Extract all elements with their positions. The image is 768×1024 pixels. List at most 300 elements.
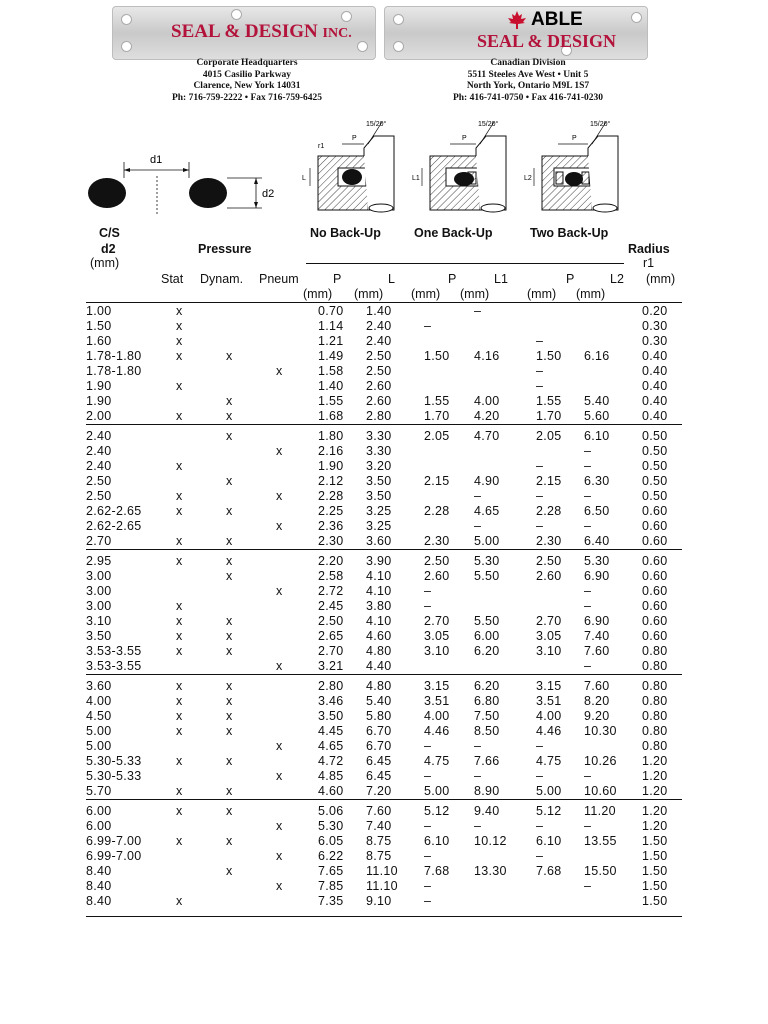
cell-dynam: x [218, 800, 268, 820]
cell-two-l2: 11.20 [584, 800, 642, 820]
cell-dynam [218, 739, 268, 754]
cell-pneum [268, 349, 318, 364]
cell-radius: 0.50 [642, 459, 668, 474]
cell-two-p [536, 444, 584, 459]
cell-dynam [218, 819, 268, 834]
table-row [86, 739, 682, 754]
dynam-header: Dynam. [200, 272, 244, 286]
svg-text:L: L [302, 175, 306, 182]
cell-cs: 2.62-2.65 [86, 519, 142, 534]
cell-one-p [424, 304, 474, 319]
cell-two-p: – [536, 364, 544, 379]
cell-one-l1: 4.65 [474, 504, 500, 519]
cell-two-p: 2.60 [536, 569, 562, 584]
cell-no-p: 0.70 [318, 304, 344, 319]
cell-stat: x [168, 800, 218, 820]
cell-two-l2 [584, 364, 642, 379]
cell-pneum: x [276, 849, 283, 864]
cell-two-p: – [536, 739, 544, 754]
cell-one-p: 4.00 [424, 709, 450, 724]
groove-no-backup-diagram [298, 116, 412, 216]
cell-dynam [218, 364, 268, 379]
p-mm-header: (mm) [303, 287, 333, 301]
cell-dynam: x [226, 864, 233, 879]
cell-radius: 0.40 [642, 409, 668, 424]
cell-one-p [424, 379, 474, 394]
cell-one-p: 2.28 [424, 504, 450, 519]
cell-pneum: x [276, 489, 283, 504]
cell-cs: 3.00 [86, 584, 112, 599]
cell-stat: x [176, 614, 183, 629]
cell-cs: 2.40 [86, 425, 168, 445]
cell-one-p: 1.70 [424, 409, 450, 424]
cell-no-p: 7.35 [318, 894, 344, 909]
cell-cs: 4.50 [86, 709, 112, 724]
cell-one-p: – [424, 819, 432, 834]
cell-radius: 0.60 [642, 599, 668, 614]
cell-stat: x [176, 724, 183, 739]
table-row [86, 724, 682, 739]
cell-one-l1 [474, 319, 536, 334]
table-row [86, 659, 682, 675]
l2-header: L2 [610, 272, 624, 286]
cell-pneum [268, 644, 318, 659]
cell-radius: 0.60 [642, 504, 668, 519]
cell-two-l2: – [584, 459, 592, 474]
cell-cs: 1.60 [86, 334, 112, 349]
cell-cs: 3.00 [86, 599, 112, 614]
cell-cs: 6.99-7.00 [86, 834, 142, 849]
cell-stat [168, 569, 218, 584]
cell-two-p: – [536, 519, 544, 534]
cell-no-p: 3.50 [318, 709, 344, 724]
cell-pneum [268, 379, 318, 394]
cell-dynam [218, 304, 268, 319]
cell-two-l2: 7.60 [584, 644, 610, 659]
cell-two-p: 2.28 [536, 504, 562, 519]
table-row [86, 504, 682, 519]
cell-one-l1: 6.20 [474, 644, 500, 659]
cell-two-l2: – [584, 444, 592, 459]
cell-cs: 2.00 [86, 409, 112, 424]
cell-no-p: 2.50 [318, 614, 344, 629]
cell-no-l: 2.60 [366, 394, 392, 409]
table-row [86, 349, 682, 364]
table-row [86, 459, 682, 474]
cell-two-l2: – [584, 659, 592, 674]
svg-text:15/20°: 15/20° [590, 121, 611, 128]
cell-no-p: 4.45 [318, 724, 344, 739]
cell-one-p: – [424, 894, 432, 909]
l1-mm-header: (mm) [460, 287, 490, 301]
cell-one-p: – [424, 599, 432, 614]
cell-stat: x [176, 319, 183, 334]
cell-one-l1: 13.30 [474, 864, 507, 879]
cell-no-p: 2.65 [318, 629, 344, 644]
cell-stat: x [176, 599, 183, 614]
cell-stat [168, 364, 218, 379]
cell-dynam [218, 334, 268, 349]
cell-two-p: 2.05 [536, 425, 584, 445]
cell-cs: 1.00 [86, 304, 112, 319]
cell-one-l1 [474, 364, 536, 379]
cell-radius: 0.60 [642, 519, 668, 534]
cell-dynam [218, 849, 268, 864]
cell-one-p [424, 444, 474, 459]
cell-no-p: 2.45 [318, 599, 344, 614]
cell-cs: 1.78-1.80 [86, 349, 142, 364]
cell-no-p: 5.06 [318, 800, 366, 820]
r1-mm-header: (mm) [646, 272, 676, 286]
p1-header: P [448, 272, 457, 286]
cell-radius: 0.50 [642, 474, 668, 489]
svg-text:15/20°: 15/20° [478, 121, 499, 128]
cell-one-p: 5.00 [424, 784, 450, 799]
cell-one-p: – [424, 849, 432, 864]
cell-pneum [268, 724, 318, 739]
cell-dynam [218, 319, 268, 334]
cell-no-l: 6.70 [366, 739, 392, 754]
cell-no-l: 7.20 [366, 784, 392, 799]
cell-pneum: x [276, 584, 283, 599]
cell-no-l: 5.80 [366, 709, 392, 724]
cell-no-p: 1.58 [318, 364, 344, 379]
cell-no-p: 1.68 [318, 409, 344, 424]
cell-one-l1: – [474, 819, 482, 834]
cell-radius: 0.50 [642, 489, 668, 504]
svg-text:P: P [352, 135, 357, 142]
cell-no-p: 7.85 [318, 879, 344, 894]
cell-no-l: 3.50 [366, 489, 392, 504]
cell-no-p: 2.28 [318, 489, 344, 504]
cell-radius: 0.60 [642, 584, 668, 599]
cell-cs: 2.70 [86, 534, 112, 549]
cell-stat: x [176, 784, 183, 799]
cell-radius: 0.20 [642, 304, 668, 319]
cell-cs: 3.53-3.55 [86, 659, 142, 674]
cell-two-p: 4.75 [536, 754, 562, 769]
canadian-address: Canadian Division 5511 Steeles Ave West • Unit 5 North York, Ontario M9L 1S7 Ph: 416-741-0750 • Fax 416-741-0230 [452, 58, 604, 103]
cell-cs: 1.90 [86, 379, 112, 394]
header-divider [306, 263, 624, 264]
cell-cs: 1.50 [86, 319, 112, 334]
cell-radius: 0.80 [642, 694, 668, 709]
cell-two-p: 3.51 [536, 694, 562, 709]
cell-one-p: 3.51 [424, 694, 450, 709]
oring-groove-table [86, 304, 682, 909]
cell-cs: 2.50 [86, 489, 112, 504]
cell-one-p: 2.70 [424, 614, 450, 629]
cell-two-l2: 6.40 [584, 534, 610, 549]
cell-stat: x [176, 534, 183, 549]
cell-two-l2: 6.50 [584, 504, 610, 519]
cell-radius: 1.20 [642, 784, 668, 799]
pneum-header: Pneum [259, 272, 299, 286]
cell-radius: 0.80 [642, 675, 682, 695]
cell-cs: 2.40 [86, 459, 112, 474]
cell-cs: 5.30-5.33 [86, 769, 142, 784]
cell-pneum: x [276, 519, 283, 534]
cell-cs: 3.10 [86, 614, 112, 629]
cell-stat: x [176, 334, 183, 349]
cell-stat: x [176, 409, 183, 424]
cell-two-l2: 8.20 [584, 694, 610, 709]
cell-no-l: 11.10 [366, 879, 398, 894]
table-row [86, 319, 682, 334]
cell-two-l2: 10.26 [584, 754, 617, 769]
cell-radius: 0.60 [642, 629, 668, 644]
cell-one-p: 7.68 [424, 864, 450, 879]
cell-one-p [424, 489, 474, 504]
svg-text:L1: L1 [412, 175, 420, 182]
cell-no-l: 3.25 [366, 504, 392, 519]
cell-one-l1: 6.80 [474, 694, 500, 709]
cell-no-p: 1.40 [318, 379, 344, 394]
cell-cs: 5.00 [86, 739, 112, 754]
cell-no-p: 2.16 [318, 444, 344, 459]
cell-two-l2: 15.50 [584, 864, 617, 879]
cell-dynam [218, 379, 268, 394]
cell-radius: 0.50 [642, 425, 682, 445]
cell-stat [168, 739, 218, 754]
cell-no-p: 2.80 [318, 675, 366, 695]
cell-cs: 5.00 [86, 724, 112, 739]
cell-one-l1: 10.12 [474, 834, 507, 849]
cs-header: C/S [99, 226, 120, 240]
cell-two-l2: 6.16 [584, 349, 610, 364]
cell-one-l1 [474, 599, 536, 614]
seal-design-logo: SEAL & DESIGN INC. [112, 6, 376, 60]
table-row [86, 334, 682, 349]
cell-two-p: – [536, 489, 544, 504]
cell-dynam [218, 444, 268, 459]
cell-stat [168, 849, 218, 864]
cell-no-p: 1.80 [318, 425, 366, 445]
table-row [86, 584, 682, 599]
cell-two-l2: – [584, 769, 592, 784]
cell-two-p [536, 879, 584, 894]
cell-no-l: 6.45 [366, 769, 392, 784]
cell-radius: 1.50 [642, 834, 668, 849]
cell-dynam: x [226, 784, 233, 799]
cell-no-l: 7.40 [366, 819, 392, 834]
cell-no-l: 5.40 [366, 694, 392, 709]
cell-one-p: 4.75 [424, 754, 450, 769]
cell-pneum [268, 834, 318, 849]
table-bottom-rule [86, 916, 682, 917]
cell-stat: x [176, 709, 183, 724]
table-row [86, 550, 682, 570]
table-top-rule [86, 302, 682, 303]
table-row [86, 894, 682, 909]
cell-pneum [268, 675, 318, 695]
cell-no-p: 1.90 [318, 459, 344, 474]
cell-no-l: 4.10 [366, 569, 392, 584]
stat-header: Stat [161, 272, 184, 286]
cell-two-p [536, 304, 584, 319]
cell-two-p: 3.05 [536, 629, 562, 644]
cell-dynam: x [226, 534, 233, 549]
cell-one-l1 [474, 894, 536, 909]
cell-two-p: 1.70 [536, 409, 562, 424]
cell-one-p: 4.46 [424, 724, 450, 739]
cell-pneum: x [276, 444, 283, 459]
cell-cs: 1.90 [86, 394, 112, 409]
cell-two-p: – [536, 819, 544, 834]
cell-no-p: 4.85 [318, 769, 344, 784]
cell-cs: 4.00 [86, 694, 112, 709]
cell-cs: 2.95 [86, 550, 168, 570]
cell-pneum [268, 409, 318, 425]
cell-two-l2: 5.40 [584, 394, 610, 409]
cell-one-l1 [474, 334, 536, 349]
cell-two-l2: 6.30 [584, 474, 610, 489]
cell-dynam: x [226, 629, 233, 644]
cell-no-p: 4.60 [318, 784, 344, 799]
cell-two-p: 1.55 [536, 394, 562, 409]
cell-dynam: x [226, 394, 233, 409]
svg-text:15/20°: 15/20° [366, 121, 387, 128]
r1-header: r1 [643, 256, 655, 270]
cell-no-l: 4.80 [366, 644, 392, 659]
table-row [86, 474, 682, 489]
cell-one-l1: 7.66 [474, 754, 500, 769]
cell-no-p: 2.70 [318, 644, 344, 659]
cell-radius: 0.30 [642, 319, 668, 334]
cell-cs: 3.00 [86, 569, 112, 584]
cell-stat: x [176, 694, 183, 709]
cell-no-l: 2.50 [366, 349, 392, 364]
cell-one-p [424, 459, 474, 474]
cell-one-l1 [474, 379, 536, 394]
cell-cs: 2.50 [86, 474, 112, 489]
cell-one-p [424, 334, 474, 349]
cell-radius: 0.40 [642, 394, 668, 409]
cell-two-p: 3.10 [536, 644, 562, 659]
cell-radius: 1.20 [642, 819, 668, 834]
cell-one-p: 6.10 [424, 834, 450, 849]
cell-no-p: 2.20 [318, 550, 366, 570]
p2-header: P [566, 272, 575, 286]
cell-two-l2: 5.30 [584, 550, 642, 570]
l-header: L [388, 272, 395, 286]
cell-pneum [268, 534, 318, 550]
cell-no-l: 3.25 [366, 519, 392, 534]
cell-pneum [268, 694, 318, 709]
cell-one-l1 [474, 659, 536, 675]
cell-no-l: 4.80 [366, 675, 424, 695]
cell-one-l1: 9.40 [474, 800, 536, 820]
cell-cs: 6.00 [86, 819, 112, 834]
cell-one-p: – [424, 584, 432, 599]
cell-no-l: 3.80 [366, 599, 392, 614]
cell-no-p: 3.21 [318, 659, 344, 674]
cell-stat: x [176, 504, 183, 519]
cell-no-l: 3.60 [366, 534, 392, 549]
cell-radius: 0.60 [642, 569, 668, 584]
table-row [86, 409, 682, 425]
cell-pneum [268, 504, 318, 519]
cell-cs: 2.40 [86, 444, 112, 459]
cell-one-l1: – [474, 304, 482, 319]
cell-two-l2: – [584, 489, 592, 504]
cell-pneum [268, 569, 318, 584]
table-row [86, 849, 682, 864]
cell-no-l: 1.40 [366, 304, 392, 319]
cell-one-p [424, 519, 474, 534]
cell-no-p: 6.22 [318, 849, 344, 864]
cell-radius: 1.50 [642, 849, 668, 864]
cell-two-l2: – [584, 519, 592, 534]
cell-two-p: 4.46 [536, 724, 562, 739]
table-row [86, 784, 682, 800]
cell-no-l: 8.75 [366, 834, 392, 849]
cell-pneum: x [276, 819, 283, 834]
cell-no-l: 8.75 [366, 849, 392, 864]
cell-two-p: 5.00 [536, 784, 562, 799]
cell-radius: 0.80 [642, 709, 668, 724]
table-row [86, 599, 682, 614]
cell-two-l2: 7.40 [584, 629, 610, 644]
cell-two-l2: 6.90 [584, 569, 610, 584]
cell-dynam: x [226, 644, 233, 659]
cell-radius: 0.80 [642, 659, 668, 674]
cell-stat: x [176, 754, 183, 769]
cell-radius: 0.60 [642, 614, 668, 629]
table-row [86, 394, 682, 409]
cell-no-l: 6.70 [366, 724, 392, 739]
cell-two-p: – [536, 849, 544, 864]
cell-stat [168, 584, 218, 599]
cell-dynam [218, 519, 268, 534]
cell-two-p: 6.10 [536, 834, 562, 849]
table-row [86, 694, 682, 709]
table-row [86, 444, 682, 459]
one-backup-header: One Back-Up [414, 226, 493, 240]
table-row [86, 819, 682, 834]
cell-pneum [268, 334, 318, 349]
cell-one-l1: 6.00 [474, 629, 500, 644]
cell-radius: 1.20 [642, 754, 668, 769]
cell-no-p: 7.65 [318, 864, 344, 879]
table-row [86, 489, 682, 504]
no-backup-header: No Back-Up [310, 226, 381, 240]
cell-stat [168, 659, 218, 675]
cell-stat: x [176, 304, 183, 319]
cell-one-p: – [424, 319, 432, 334]
cell-one-p: 2.15 [424, 474, 450, 489]
cell-dynam: x [226, 614, 233, 629]
cell-one-p: 5.12 [424, 800, 474, 820]
pressure-header: Pressure [198, 242, 252, 256]
cell-one-l1: 4.70 [474, 425, 536, 445]
cell-radius: 0.80 [642, 644, 668, 659]
cell-cs: 2.62-2.65 [86, 504, 142, 519]
cell-no-p: 1.21 [318, 334, 344, 349]
cell-radius: 0.40 [642, 349, 668, 364]
cell-two-p: 3.15 [536, 675, 584, 695]
cell-dynam: x [218, 425, 268, 445]
cell-stat [168, 444, 218, 459]
table-row [86, 769, 682, 784]
cell-no-l: 2.40 [366, 319, 392, 334]
p1-mm-header: (mm) [411, 287, 441, 301]
cell-radius: 0.40 [642, 379, 668, 394]
cell-one-p: 2.60 [424, 569, 450, 584]
cell-pneum [268, 864, 318, 879]
cell-no-p: 6.05 [318, 834, 344, 849]
cell-one-l1: 4.16 [474, 349, 500, 364]
